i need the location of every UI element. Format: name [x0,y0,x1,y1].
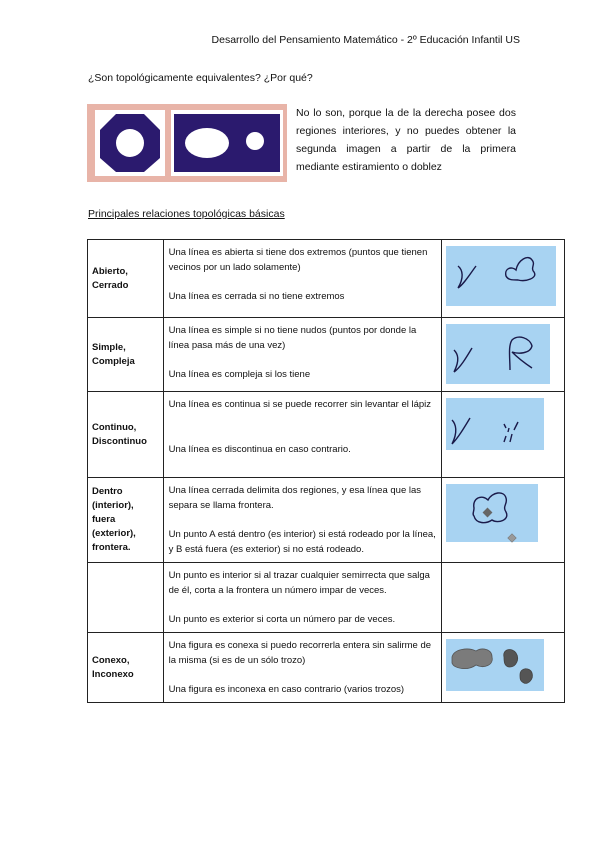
row-description: Un punto es interior si al trazar cualquier semirrecta que salga de él, corta a la frontera un número impar de veces. [168,570,430,596]
answer-text: No lo son, porque la de la derecha posee dos regiones interiores, y no puedes obtener la segunda imagen a partir de la primera mediante estiramiento o doblez [296,107,516,173]
open-closed-lines-illustration [446,246,556,306]
row-label: Dentro (interior), fuera (exterior), frontera. [88,478,164,563]
table-row [88,392,565,478]
table-row [88,240,565,318]
question-text: ¿Son topológicamente equivalentes? ¿Por qué? [88,72,313,84]
section-title: Principales relaciones topológicas básicas [88,208,285,220]
row-label: Continuo, Discontinuo [88,392,164,478]
row-label: Abierto, Cerrado [88,240,164,318]
table-row [88,563,565,633]
table-row [88,318,565,392]
row-description: Una línea cerrada delimita dos regiones, y esa línea que las separa se llama frontera. [168,485,422,511]
table-row [88,633,565,703]
inside-outside-boundary-illustration [446,484,546,550]
continuous-discontinuous-lines-illustration [446,398,544,450]
row-description: Una figura es conexa si puedo recorrerla entera sin salirme de la misma (si es de un sólo trozo) [168,640,432,666]
row-description: Una línea es simple si no tiene nudos (puntos por donde la línea pasa más de una vez) [168,325,417,351]
topological-relations-table [87,239,565,703]
connected-disconnected-shapes-illustration [446,639,544,691]
row-description: Una línea es abierta si tiene dos extremos (puntos que tienen vecinos por un lado solamente) [168,247,428,273]
row-description: Una figura es inconexa en caso contrario (varios trozos) [168,684,405,695]
row-label [88,563,164,633]
row-description: Una línea es cerrada si no tiene extremos [168,291,345,302]
row-description: Una línea es continua si se puede recorrer sin levantar el lápiz [168,399,432,410]
page-header: Desarrollo del Pensamiento Matemático - 2º Educación Infantil US [211,34,520,46]
row-description: Una línea es discontinua en caso contrario. [168,444,351,455]
row-label: Conexo, Inconexo [88,633,164,703]
table-row [88,478,565,563]
topology-comparison-figure [87,104,287,182]
row-label: Simple, Compleja [88,318,164,392]
row-description: Un punto es exterior si corta un número par de veces. [168,614,396,625]
simple-complex-lines-illustration [446,324,550,384]
row-description: Una línea es compleja si los tiene [168,369,311,380]
empty-illustration-cell [442,563,565,633]
row-description: Un punto A está dentro (es interior) si está rodeado por la línea, y B está fuera (es exterior) si no está rodeado. [168,529,436,555]
